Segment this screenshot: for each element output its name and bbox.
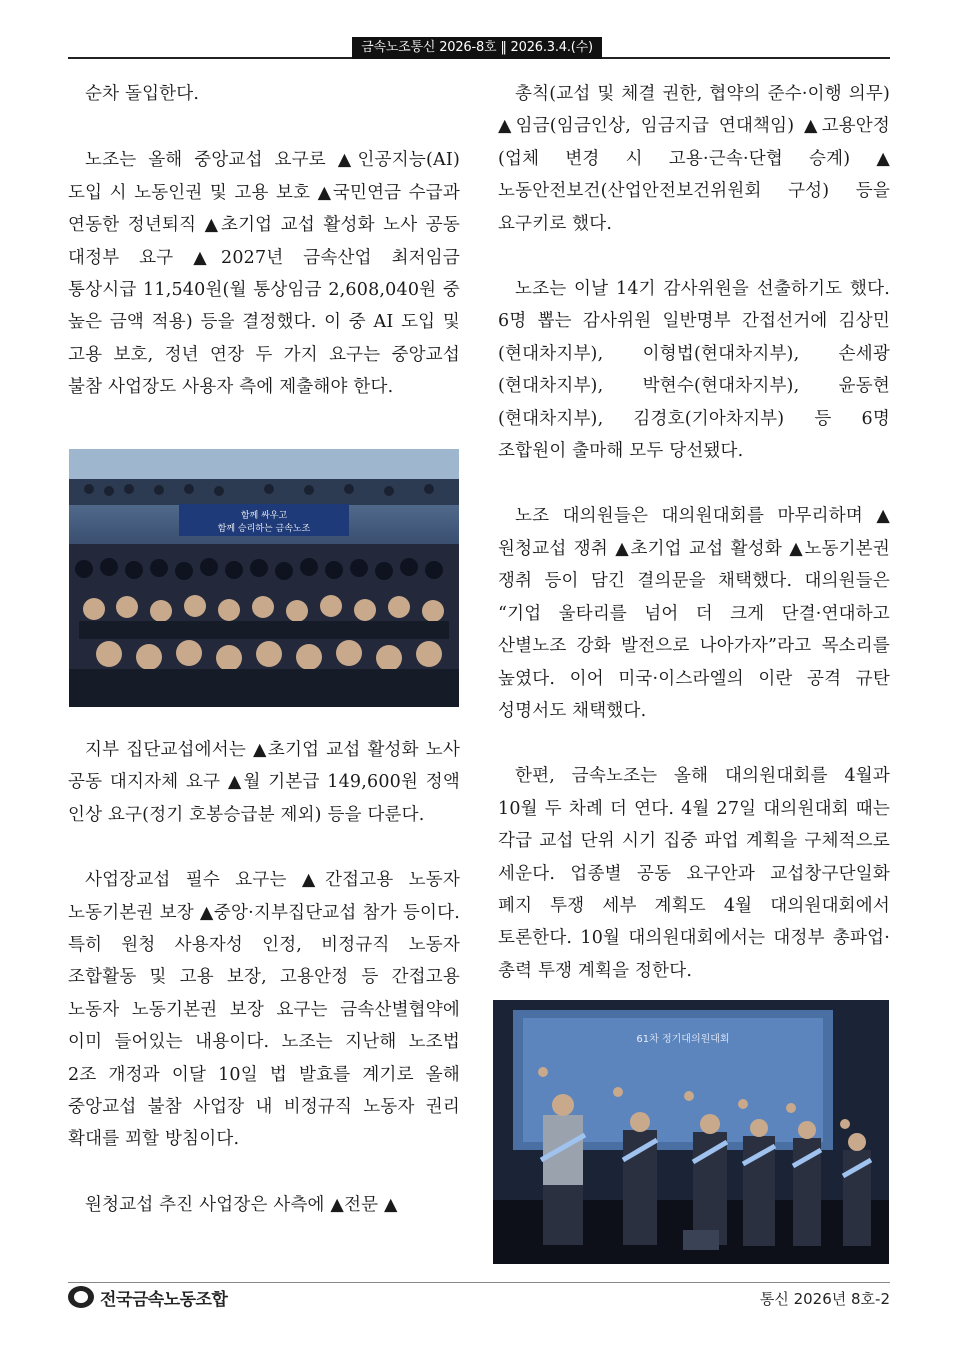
paragraph: 지부 집단교섭에서는 ▲초기업 교섭 활성화 노사 공동 대지자체 요구 ▲월 기본급 149,600원 정액 인상 요구(정기 호봉승급분 제외) 등을 다룬다. xyxy=(68,740,460,825)
stage-delegates-photo xyxy=(493,1000,889,1264)
right-column xyxy=(498,78,890,1020)
paragraph: 노조는 올해 중앙교섭 요구로 ▲인공지능(AI) 도입 시 노동인권 및 고용 보호 ▲국민연금 수급과 연동한 정년퇴직 ▲초기업 교섭 활성화 노사 공동 대정부 요구 ▲2027년 금속산업 최저임금 통상시급 11,540원(월 통상임금 2,608,040원 중 높은 금액 적용) 등을 결정했다. 이 중 AI 도입 및 고용 보호, 정년 연장 두 가지 요구는 중앙교섭 불참 사업장도 사용자 측에 제출해야 한다. xyxy=(68,150,460,398)
paragraph: 원청교섭 추진 사업장은 사측에 ▲전문 ▲ xyxy=(85,1194,398,1215)
union-emblem-icon xyxy=(68,1286,94,1308)
assembly-hall-photo xyxy=(69,449,459,707)
paragraph: 노조 대의원들은 대의원대회를 마무리하며 ▲원청교섭 쟁취 ▲초기업 교섭 활성화 ▲노동기본권 쟁취 등이 담긴 결의문을 채택했다. 대의원들은 “기업 울타리를 넘어 더 크게 단결·연대하고 산별노조 강화 발전으로 나아가자”라고 목소리를 높였다. 이어 미국·이스라엘의 이란 공격 규탄 성명서도 채택했다. xyxy=(498,506,890,721)
footer-rule xyxy=(68,1282,890,1283)
left-column-lower xyxy=(68,734,460,1254)
paragraph: 사업장교섭 필수 요구는 ▲간접고용 노동자 노동기본권 보장 ▲중앙·지부집단교섭 참가 등이다. 특히 원청 사용자성 인정, 비정규직 노동자 조합활동 및 고용 보장, 고용안정 등 간접고용 노동자 노동기본권 보장 요구는 금속산별협약에 이미 들어있는 내용이다. 노조는 지난해 노조법 2조 개정과 이달 10일 법 발효를 계기로 올해 중앙교섭 불참 사업장 내 비정규직 노동자 권리 확대를 꾀할 방침이다. xyxy=(68,870,460,1150)
paragraph: 노조는 이날 14기 감사위원을 선출하기도 했다. 6명 뽑는 감사위원 일반명부 간접선거에 김상민(현대차지부), 이형법(현대차지부), 손세광(현대차지부), 박현수(현대차지부), 윤동현(현대차지부), 김경호(기아차지부) 등 6명 조합원이 출마해 모두 당선됐다. xyxy=(498,279,890,462)
paragraph: 순차 돌입한다. xyxy=(85,84,200,104)
screen-text: 61차 정기대의원대회 xyxy=(636,1034,730,1045)
paragraph: 한편, 금속노조는 올해 대의원대회를 4월과 10월 두 차례 더 연다. 4월 27일 대의원대회 때는 각급 교섭 단위 시기 집중 파업 계획을 구체적으로 세운다. 업종별 공동 요구안과 교섭창구단일화 폐지 투쟁 세부 계획도 4월 대의원대회에서 토론한다. 10월 대의원대회에서는 대정부 총파업·총력 투쟁 계획을 정한다. xyxy=(498,766,890,981)
paragraph: 총칙(교섭 및 체결 권한, 협약의 준수·이행 의무) ▲임금(임금인상, 임금지급 연대책임) ▲고용안정(업체 변경 시 고용·근속·단협 승계) ▲노동안전보건(산업안전보건위원회 구성) 등을 요구키로 했다. xyxy=(498,84,890,234)
banner-line-1: 함께 싸우고 xyxy=(240,511,288,521)
union-logo xyxy=(68,1285,227,1309)
left-column xyxy=(68,78,460,437)
banner-line-2: 함께 승리하는 금속노조 xyxy=(217,524,311,534)
newsletter-header: 금속노조통신 2026-8호 ‖ 2026.3.4.(수) xyxy=(352,37,602,59)
page-label: 통신 2026년 8호-2 xyxy=(759,1290,890,1308)
org-name: 전국금속노동조합 xyxy=(100,1289,228,1310)
